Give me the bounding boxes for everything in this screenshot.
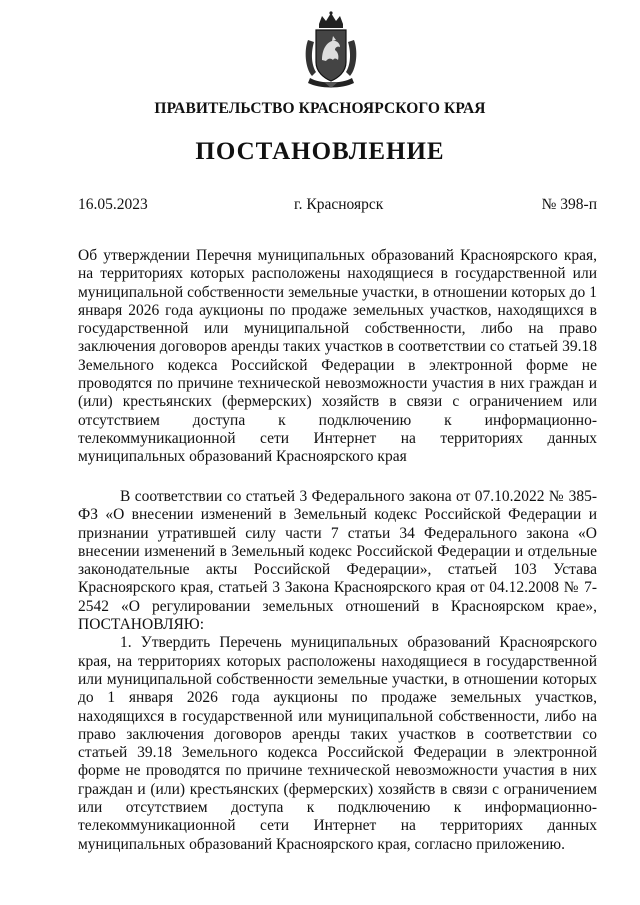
document-meta-row bbox=[78, 196, 597, 216]
item-1-paragraph: 1. Утвердить Перечень муниципальных образований Красноярского края, на территориях которых расположены находящиеся в государственной или муниципальной собственности земельные участки, в отношении которых до 1 января 2026 года аукционы по продаже земельных участков, находящихся в государственной или муниципальной собственности, либо на право заключения договоров аренды таких участков в соответствии со статьей 39.18 Земельного кодекса Российской Федерации в электронной форме не проводятся по причине технической невозможности участия в них граждан и (или) крестьянских (фермерских) хозяйств в связи с ограничением или отсутствием доступа к подключению к информационно-телекоммуникационной сети Интернет на территориях данных муниципальных образований Красноярского края, согласно приложению. bbox=[78, 634, 597, 853]
document-title: Об утверждении Перечня муниципальных образований Красноярского края, на территориях которых расположены находящиеся в государственной или муниципальной собственности земельные участки, в отношении которых до 1 января 2026 года аукционы по продаже земельных участков, находящихся в государственной или муниципальной собственности, либо на право заключения договоров аренды таких участков в соответствии со статьей 39.18 Земельного кодекса Российской Федерации в электронной форме не проводятся по причине технической невозможности участия в них граждан и (или) крестьянских (фермерских) хозяйств в связи с ограничением или отсутствием доступа к подключению к информационно-телекоммуникационной сети Интернет на территориях данных муниципальных образований Красноярского края bbox=[78, 247, 597, 466]
government-name: ПРАВИТЕЛЬСТВО КРАСНОЯРСКОГО КРАЯ bbox=[154, 100, 486, 117]
document-date: 16.05.2023 bbox=[78, 196, 148, 213]
preamble-paragraph: В соответствии со статьей 3 Федерального закона от 07.10.2022 № 385-ФЗ «О внесении изменений в Земельный кодекс Российской Федерации и признании утратившей силу части 7 статьи 34 Федерального закона «О внесении изменений в Земельный кодекс Российской Федерации и отдельные законодательные акты Российской Федерации», статьей 103 Устава Красноярского края, статьей 3 Закона Красноярского края от 04.12.2008 № 7-2542 «О регулировании земельных отношений в Красноярском крае», ПОСТАНОВЛЯЮ: bbox=[78, 488, 597, 634]
document-number: № 398-п bbox=[541, 196, 597, 213]
document-type-heading: ПОСТАНОВЛЕНИЕ bbox=[195, 138, 445, 165]
krasnoyarsk-coat-of-arms-icon bbox=[302, 10, 360, 90]
document-city: г. Красноярск bbox=[294, 196, 384, 213]
document-body bbox=[78, 488, 597, 854]
